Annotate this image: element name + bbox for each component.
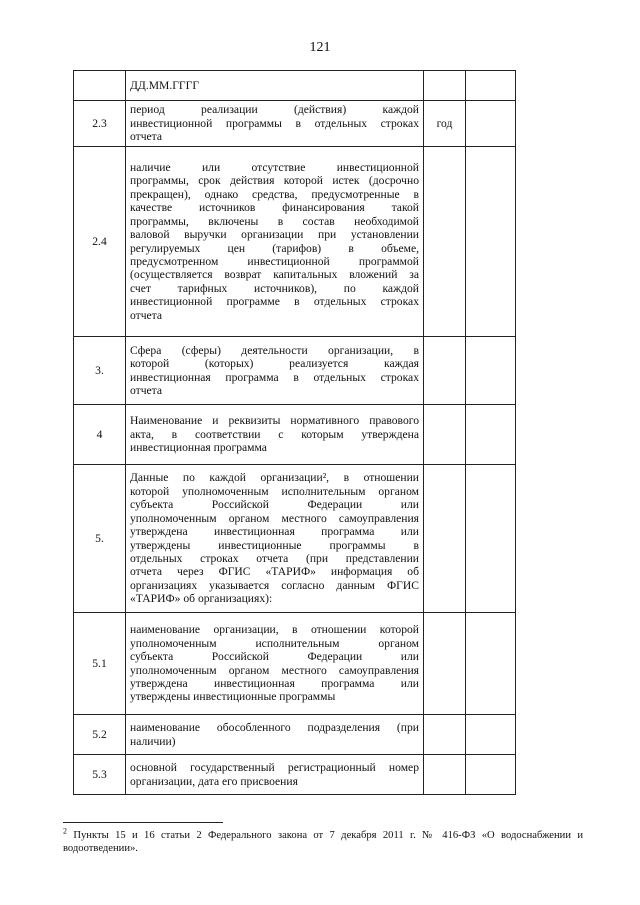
row-number: 5.3 <box>74 755 126 795</box>
description-line: которой (которых) реализуется каждая <box>130 357 419 371</box>
description-line: инвестиционной программе в отдельных строках <box>130 295 419 309</box>
table-row <box>74 405 516 465</box>
table-row <box>74 101 516 147</box>
row-description <box>126 337 424 405</box>
row-description <box>126 755 424 795</box>
description-line: наличии) <box>130 734 176 748</box>
description-line: утверждена инвестиционная программа или <box>130 525 419 539</box>
row-number: 2.4 <box>74 147 126 337</box>
description-line: отчета <box>130 383 163 397</box>
row-description <box>126 613 424 715</box>
description-line: уполномоченным исполнительным органом <box>130 636 419 650</box>
description-line: регулируемых цен (тарифов) в объеме, <box>130 241 419 255</box>
row-value <box>466 147 516 337</box>
description-line: утверждены инвестиционные программы в <box>130 538 419 552</box>
description-line: отчета через ФГИС «ТАРИФ» информация об <box>130 565 419 579</box>
row-number: 5.1 <box>74 613 126 715</box>
description-line: которой уполномоченным исполнительным органом <box>130 484 419 498</box>
table-row <box>74 465 516 613</box>
description-line: организации, дата его присвоения <box>130 774 298 788</box>
description-line: период реализации (действия) каждой <box>130 103 419 117</box>
description-line: основной государственный регистрационный номер <box>130 761 419 775</box>
table-row <box>74 613 516 715</box>
table-row <box>74 715 516 755</box>
row-unit <box>424 147 466 337</box>
description-line: Наименование и реквизиты нормативного правового <box>130 414 419 428</box>
description-line: субъекта Российской Федерации или <box>130 498 419 512</box>
row-value <box>466 337 516 405</box>
table-row <box>74 71 516 101</box>
row-value <box>466 755 516 795</box>
row-description <box>126 715 424 755</box>
footnote-text: Пункты 15 и 16 статьи 2 Федерального закона от 7 декабря 2011 г. № 416-ФЗ «О водоснабжении и водоотведении». <box>63 830 584 854</box>
page-number: 121 <box>309 40 331 55</box>
description-line: акта, в соответствии с которым утверждена <box>130 427 419 441</box>
row-unit: год <box>424 101 466 147</box>
description-line: программы, срок действия которой истек (досрочно <box>130 174 419 188</box>
description-line: качестве источников финансирования такой <box>130 201 419 215</box>
row-value <box>466 71 516 101</box>
table-row <box>74 755 516 795</box>
row-description <box>126 405 424 465</box>
description-line: субъекта Российской Федерации или <box>130 650 419 664</box>
description-line: отчета <box>130 308 163 322</box>
description-line: наличие или отсутствие инвестиционной <box>130 161 419 175</box>
description-line: валовой выручки организации при установлении <box>130 228 419 242</box>
row-number: 2.3 <box>74 101 126 147</box>
row-number: 5.2 <box>74 715 126 755</box>
row-unit <box>424 715 466 755</box>
row-description <box>126 147 424 337</box>
table-row <box>74 337 516 405</box>
description-line: наименование обособленного подразделения (при <box>130 721 419 735</box>
description-line: прекращен), однако средства, предусмотренные в <box>130 187 419 201</box>
row-value <box>466 465 516 613</box>
description-line: утверждены инвестиционные программы <box>130 690 336 704</box>
report-table <box>73 70 516 795</box>
row-number: 5. <box>74 465 126 613</box>
row-value <box>466 715 516 755</box>
description-line: «ТАРИФ» об организациях): <box>130 592 273 606</box>
row-value <box>466 101 516 147</box>
description-line: отдельных строках отчета (при представлении <box>130 551 419 565</box>
description-line: уполномоченным органом местного самоуправления <box>130 511 419 525</box>
row-unit <box>424 755 466 795</box>
row-value <box>466 405 516 465</box>
description-line: (осуществляется возврат капитальных вложений за <box>130 268 419 282</box>
row-unit <box>424 337 466 405</box>
row-description <box>126 465 424 613</box>
row-unit <box>424 465 466 613</box>
description-line: наименование организации, в отношении которой <box>130 623 419 637</box>
row-number: 4 <box>74 405 126 465</box>
table-row <box>74 147 516 337</box>
row-number <box>74 71 126 101</box>
row-unit <box>424 405 466 465</box>
description-line: утверждена инвестиционная программа или <box>130 676 419 690</box>
description-line: предусмотренном инвестиционной программой <box>130 254 419 268</box>
description-line: инвестиционной программы в отдельных строках <box>130 116 419 130</box>
description-line: Сфера (сферы) деятельности организации, в <box>130 343 419 357</box>
description-line: организациях указывается согласно данным ФГИС <box>130 578 419 592</box>
description-line: ДД.ММ.ГГГГ <box>130 78 200 92</box>
description-line: инвестиционная программа <box>130 441 267 455</box>
description-line: инвестиционная программа в отдельных строках <box>130 370 419 384</box>
description-line: счет тарифных источников), по каждой <box>130 281 419 295</box>
row-number: 3. <box>74 337 126 405</box>
footnote-divider <box>63 822 223 823</box>
description-line: уполномоченным органом местного самоуправления <box>130 663 419 677</box>
row-unit <box>424 71 466 101</box>
description-line: Данные по каждой организации², в отношении <box>130 471 419 485</box>
row-description <box>126 101 424 147</box>
description-line: программы, включены в состав необходимой <box>130 214 419 228</box>
footnote <box>63 826 584 855</box>
row-unit <box>424 613 466 715</box>
row-value <box>466 613 516 715</box>
footnote-marker: 2 <box>63 826 67 836</box>
row-description <box>126 71 424 101</box>
description-line: отчета <box>130 130 163 144</box>
report-table-body <box>74 71 516 795</box>
